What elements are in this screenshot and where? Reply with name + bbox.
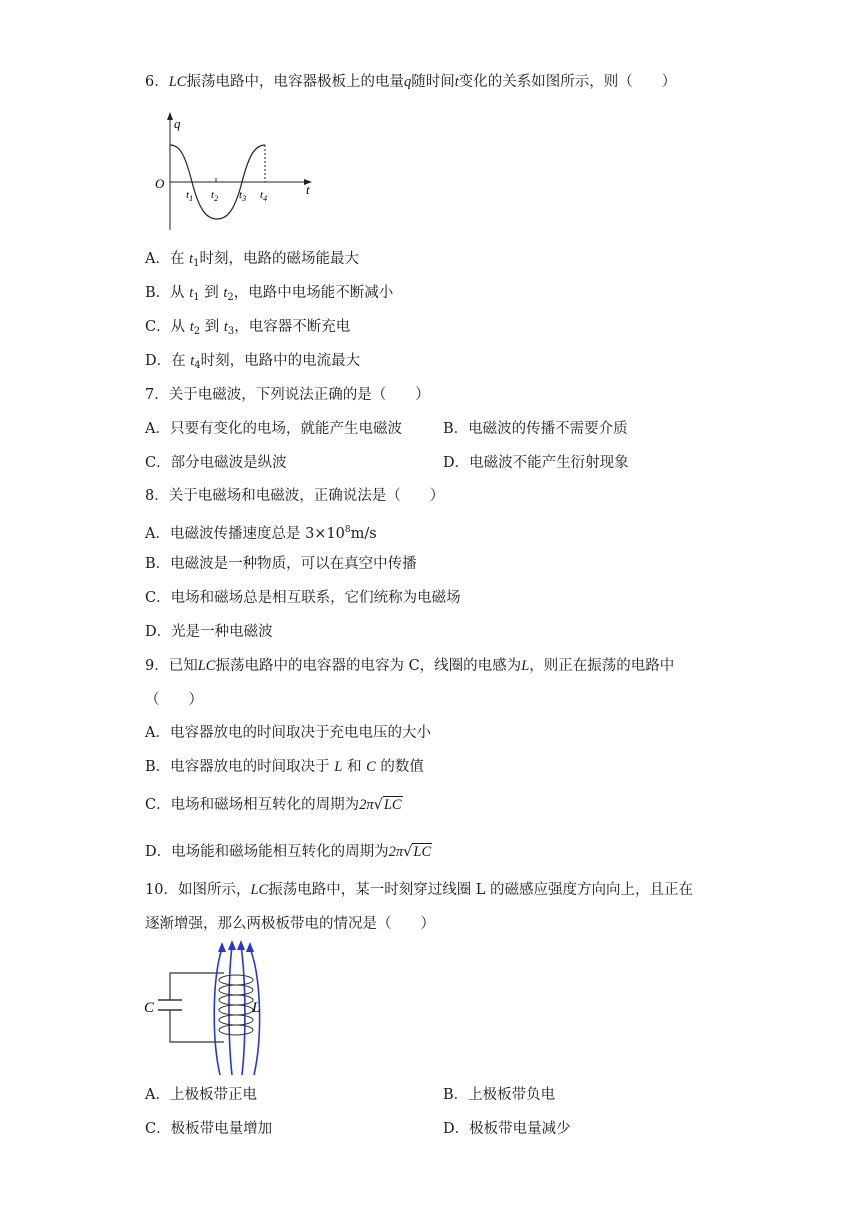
q9-stem-line2: （ ） [145,692,203,708]
q10-option-b[interactable]: B．上极板带负电 [443,1087,556,1103]
q-t-graph [150,110,325,235]
graph-tick-t1: $t_1$ [186,189,194,203]
q9-option-a[interactable]: A．电容器放电的时间取决于充电电压的大小 [145,725,431,741]
q10-stem: 10．如图所示，LC振荡电路中，某一时刻穿过线圈 L 的磁感应强度方向向上，且正在 [145,882,694,898]
graph-x-label: t [306,182,310,197]
q9-option-d[interactable]: D．电场能和磁场能相互转化的周期为2π√LC [145,844,432,860]
q7-option-c[interactable]: C．部分电磁波是纵波 [145,455,287,471]
q9-stem: 9．已知LC振荡电路中的电容器的电容为 C，线圈的电感为L，则正在振荡的电路中 [145,658,675,674]
q8-option-a[interactable]: A．电磁波传播速度总是 $3\times 10^8m/s$ [145,525,377,542]
q10-option-c[interactable]: C．极板带电量增加 [145,1121,273,1137]
q10-stem-line2: 逐渐增强，那么两极板带电的情况是（ ） [145,916,435,932]
q6-option-b[interactable]: B．从 $t_1$ 到 $t_2$，电路中电场能不断减小 [145,285,394,303]
sqrt-formula: √LC [403,844,432,860]
q9-option-b[interactable]: B．电容器放电的时间取决于 L 和 C 的数值 [145,759,424,775]
q7-option-d[interactable]: D．电磁波不能产生衍射现象 [443,455,629,471]
graph-tick-t3: $t_3$ [239,189,247,203]
graph-tick-t4: $t_4$ [260,189,268,203]
sqrt-formula: √LC [373,797,402,813]
q6-option-d[interactable]: D．在 $t_4$时刻，电路中的电流最大 [145,353,361,371]
q8-stem: 8．关于电磁场和电磁波，正确说法是（ ） [145,488,445,504]
coil-label: L [252,1000,261,1016]
q6-stem: 6．LC振荡电路中，电容器极板上的电量q随时间t变化的关系如图所示，则（ ） [145,74,677,90]
q10-option-d[interactable]: D．极板带电量减少 [443,1121,571,1137]
q6-option-c[interactable]: C．从 $t_2$ 到 $t_3$，电容器不断充电 [145,319,351,337]
q6-option-a[interactable]: A．在 $t_1$时刻，电路的磁场能最大 [145,251,359,269]
capacitor-label: C [144,1000,155,1016]
lc-circuit-diagram [140,940,280,1080]
graph-y-label: q [174,116,181,131]
q7-option-a[interactable]: A．只要有变化的电场，就能产生电磁波 [145,421,402,437]
graph-origin: O [155,176,165,191]
q8-option-d[interactable]: D．光是一种电磁波 [145,624,273,640]
q8-option-b[interactable]: B．电磁波是一种物质，可以在真空中传播 [145,556,417,572]
q8-option-c[interactable]: C．电场和磁场总是相互联系，它们统称为电磁场 [145,590,461,606]
q7-option-b[interactable]: B．电磁波的传播不需要介质 [443,421,628,437]
graph-tick-t2: $t_2$ [211,189,219,203]
q10-option-a[interactable]: A．上极板带正电 [145,1087,257,1103]
q9-option-c[interactable]: C．电场和磁场相互转化的周期为2π√LC [145,797,402,813]
q7-stem: 7．关于电磁波，下列说法正确的是（ ） [145,387,430,403]
